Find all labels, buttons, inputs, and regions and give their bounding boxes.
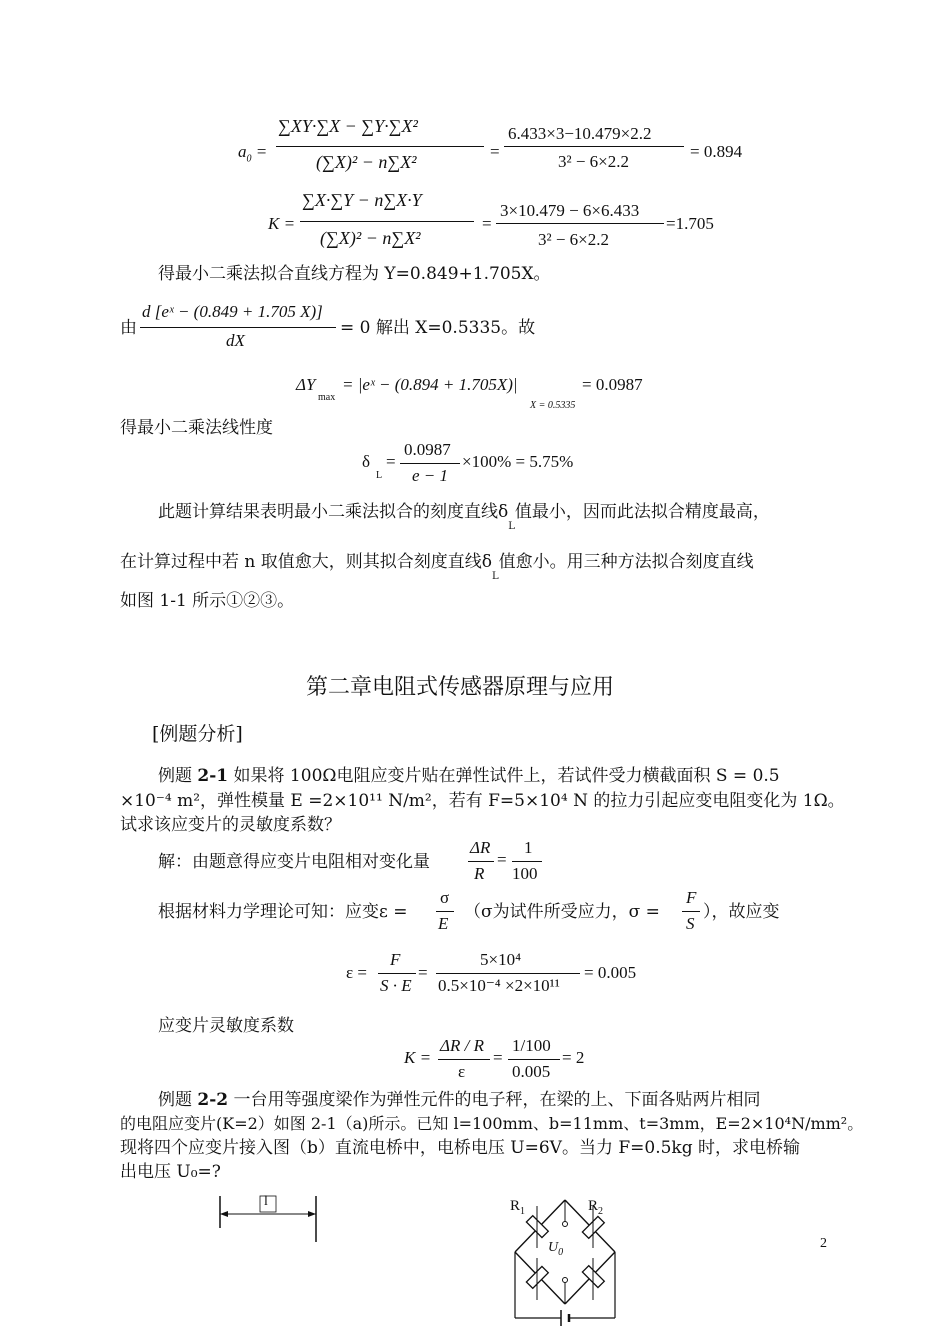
- a0-fraction-line: [276, 146, 484, 147]
- r1-label: $R_1$: [510, 1198, 526, 1217]
- a0-num-values: 6.433×3−10.479×2.2: [508, 124, 652, 143]
- eps2-line-1: [378, 973, 416, 974]
- kf-den1: ε: [458, 1062, 466, 1081]
- kf-result: = 2: [562, 1048, 585, 1067]
- deriv-fraction-line: [140, 327, 336, 328]
- k-numerator: ∑X·∑Y − n∑X·Y: [302, 190, 422, 210]
- a0-denominator: (∑X)² − n∑X²: [316, 152, 417, 172]
- k-values-line: [496, 223, 664, 224]
- conclusion-sub-1: L: [508, 521, 515, 532]
- k-result: =1.705: [666, 214, 714, 233]
- dr-val-denominator: 100: [512, 864, 538, 883]
- dr-fraction-line: [468, 861, 494, 862]
- sigma-denominator: S: [686, 914, 695, 933]
- kf-num1: ΔR / R: [440, 1036, 484, 1055]
- delta-symbol: δ: [362, 452, 371, 471]
- a0-values-line: [504, 146, 684, 147]
- r2-label: $R_2$: [588, 1198, 604, 1217]
- dr-val-line: [512, 861, 542, 862]
- eps2-lhs: ε =: [346, 963, 367, 982]
- k-num-values: 3×10.479 − 6×6.433: [500, 201, 640, 220]
- k-den-values: 3² − 6×2.2: [538, 230, 610, 249]
- eps-denominator: E: [438, 914, 449, 933]
- eps2-den2: 0.5×10⁻⁴ ×2×10¹¹: [438, 976, 560, 995]
- theory-text-a: 根据材料力学理论可知：应变ε =: [158, 902, 408, 922]
- example-2-2-line-4: 出电压 U₀=?: [120, 1162, 221, 1182]
- eps2-eq: =: [418, 963, 428, 982]
- kf-eq: =: [493, 1048, 503, 1067]
- eps2-result: = 0.005: [584, 963, 637, 982]
- sigma-fraction-line: [682, 911, 700, 912]
- k-symbol: K =: [268, 214, 296, 233]
- kf-den2: 0.005: [512, 1062, 551, 1081]
- example-2-2-line-3: 现将四个应变片接入图（b）直流电桥中，电桥电压 U=6V。当力 F=0.5kg 时，求电桥输: [120, 1138, 801, 1158]
- eps2-den1: S · E: [380, 976, 412, 995]
- dy-subscript: max: [318, 392, 336, 403]
- dy-symbol: ΔY: [296, 375, 316, 394]
- example-2-1-line-3: 试求该应变片的灵敏度系数？: [120, 815, 341, 835]
- dr-denominator: R: [474, 864, 485, 883]
- linearity-intro: 得最小二乘法线性度: [120, 418, 273, 438]
- example-2-2-line-1: 例题 2-2 一台用等强度梁作为弹性元件的电子秤，在梁的上、下面各贴两片相同: [158, 1090, 761, 1110]
- kf-num2: 1/100: [512, 1036, 551, 1055]
- deriv-tail: = 0 解出 X=0.5335。故: [340, 318, 536, 338]
- conclusion-line-3: 如图 1-1 所示①②③。: [120, 591, 295, 611]
- eps-fraction-line: [436, 911, 454, 912]
- deriv-numerator: d [eˣ − (0.849 + 1.705 X)]: [142, 302, 323, 321]
- delta-tail: ×100% = 5.75%: [462, 452, 574, 471]
- solution-intro: 解：由题意得应变片电阻相对变化量: [158, 852, 430, 872]
- theory-text-c: ），故应变: [703, 902, 780, 922]
- fit-line-text: 得最小二乘法拟合直线方程为 Y=0.849+1.705X。: [158, 264, 551, 284]
- dy-result: = 0.0987: [582, 375, 643, 394]
- k-denominator: (∑X)² − n∑X²: [320, 228, 421, 248]
- eps2-num2: 5×10⁴: [480, 950, 522, 969]
- k-eq: =: [482, 214, 492, 233]
- a0-den-values: 3² − 6×2.2: [558, 152, 630, 171]
- conclusion-line-1: 此题计算结果表明最小二乘法拟合的刻度直线$\delta_L$值最小，因而此法拟合精度最高，: [158, 502, 770, 532]
- delta-numerator: 0.0987: [404, 440, 451, 459]
- a0-symbol: $a_0$ =: [238, 142, 268, 165]
- example-2-1-line-2: ×10⁻⁴ m²，弹性模量 E =2×10¹¹ N/m²，若有 F=5×10⁴ N 的拉力引起应变电阻变化为 1Ω。: [120, 791, 845, 811]
- delta-eq: =: [386, 452, 396, 471]
- delta-fraction-line: [400, 463, 460, 464]
- dr-eq: =: [497, 850, 507, 869]
- dr-val-numerator: 1: [524, 838, 533, 857]
- kf-line-2: [508, 1059, 560, 1060]
- beam-dimension-figure: [210, 1190, 330, 1250]
- dy-expression: = |eˣ − (0.894 + 1.705X)|: [342, 375, 518, 394]
- deriv-denominator: dX: [226, 331, 245, 350]
- dimension-label: l: [264, 1194, 268, 1209]
- conclusion-sub-2: L: [492, 571, 499, 582]
- kf-lhs: K =: [404, 1048, 432, 1067]
- theory-text-b: （σ为试件所受应力，σ =: [464, 902, 660, 922]
- page-number: 2: [820, 1236, 827, 1251]
- u0-label: $U_0$: [548, 1240, 564, 1258]
- chapter-title: 第二章电阻式传感器原理与应用: [306, 675, 615, 700]
- dr-numerator: ΔR: [470, 838, 491, 857]
- kf-line-1: [438, 1059, 490, 1060]
- delta-subscript: L: [376, 470, 383, 481]
- section-heading: [例题分析]: [152, 723, 243, 745]
- eps-numerator: σ: [440, 888, 450, 907]
- eps2-line-2: [436, 973, 580, 974]
- delta-denominator: e − 1: [412, 466, 449, 485]
- a0-numerator: ∑XY·∑X − ∑Y·∑X²: [278, 116, 418, 136]
- you-text: 由: [120, 318, 137, 338]
- sigma-numerator: F: [686, 888, 697, 907]
- bridge-circuit-figure: [505, 1196, 625, 1344]
- example-2-1-line-1: 例题 2-1 如果将 100Ω电阻应变片贴在弹性试件上，若试件受力横截面积 S = 0.5: [158, 766, 780, 786]
- a0-result: = 0.894: [690, 142, 743, 161]
- conclusion-line-2: 在计算过程中若 n 取值愈大，则其拟合刻度直线$\delta_L$值愈小。用三种方法拟合刻度直线: [120, 552, 754, 582]
- eps2-num1: F: [390, 950, 401, 969]
- dy-eval-point: X = 0.5335: [530, 400, 576, 411]
- a0-eq: =: [490, 142, 500, 161]
- k-fraction-line: [300, 221, 474, 222]
- example-2-2-line-2: 的电阻应变片(K=2）如图 2-1（a)所示。已知 l=100mm、b=11mm、t=3mm，E=2×10⁴N/mm²。: [120, 1114, 864, 1133]
- gauge-k-label: 应变片灵敏度系数: [158, 1016, 294, 1036]
